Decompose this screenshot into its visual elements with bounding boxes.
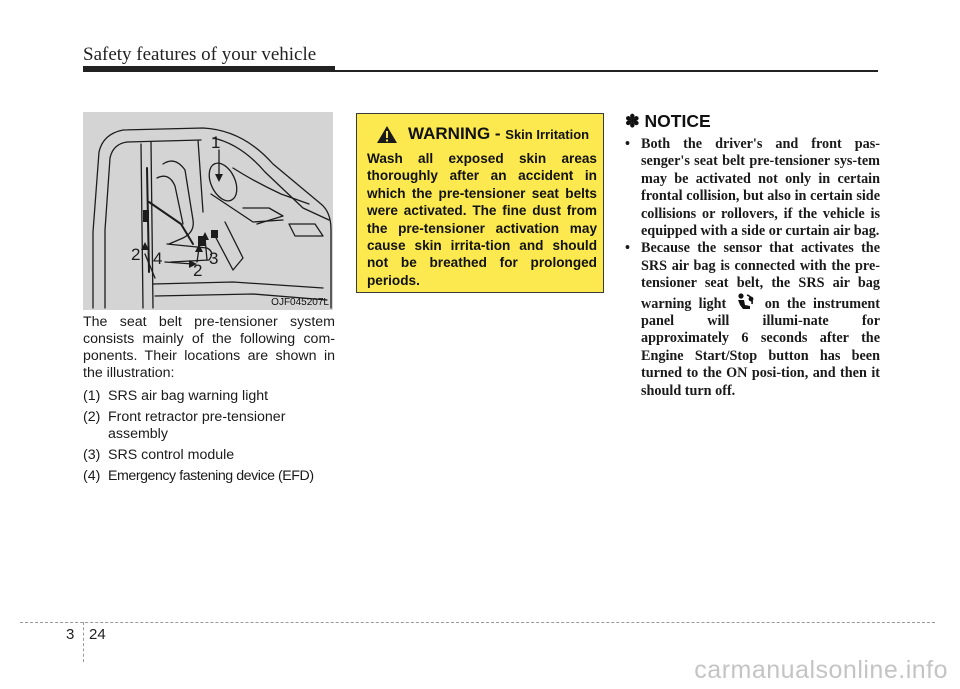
list-number: (4) [83, 468, 101, 484]
list-item [83, 447, 335, 464]
airbag-warning-icon [735, 293, 755, 311]
notice-text-after: on the instrument panel will illumi-nate for approximately 6 seconds after the Engine Start/Stop button has been turned to the ON posi-tion, and then it should turn off. [641, 295, 881, 399]
list-number: (2) [83, 409, 101, 425]
bullet-icon: • [625, 240, 630, 257]
notice-text [641, 240, 880, 400]
notice-text: Both the driver's and front pas-senger's seat belt pre-tensioner sys-tem may be activated not only in certain frontal collision, but also in certain side collisions or rollovers, if the vehicle is equipped with a side or curtain air bag. [641, 136, 880, 240]
warning-body: Wash all exposed skin areas thoroughly after an accident in which the pre-tensioner seat belts were activated. The fine dust from the pre-tensioner activation may cause skin irrita-tion and should not be breathed for prolonged periods. [367, 151, 597, 288]
seatbelt-pretensioner-illustration [83, 112, 333, 310]
intro-paragraph: The seat belt pre-tensioner system consists mainly of the following com-ponents. Their locations are shown in the illustration: [83, 314, 335, 381]
warning-triangle-icon [376, 125, 398, 144]
notice-bullet [625, 136, 880, 240]
warning-subtitle: Skin Irritation [505, 127, 590, 142]
page-header-title: Safety features of your vehicle [83, 44, 317, 65]
warning-header [357, 124, 603, 146]
bullet-icon: • [625, 136, 630, 152]
warning-box [356, 113, 604, 293]
notice-title: ✽ NOTICE [625, 111, 711, 131]
car-interior-drawing [83, 112, 333, 310]
callout-2-retractor: 2 [131, 245, 141, 264]
warning-label: WARNING - [408, 124, 506, 143]
footer-divider [83, 622, 84, 662]
figure-caption: OJF045207L [271, 297, 329, 308]
watermark: carmanualsonline.info [694, 656, 948, 684]
page-number: 24 [89, 626, 106, 643]
list-item [83, 468, 335, 485]
list-number: (3) [83, 447, 101, 463]
callout-4: 4 [153, 249, 163, 268]
chapter-number: 3 [66, 626, 75, 643]
list-item [83, 409, 335, 443]
notice-text-before: Because the sensor that activates the SRS air bag is connected with the pre-tensioner seat belt, the SRS air bag warning light [641, 240, 880, 312]
warning-title [408, 124, 589, 144]
list-label: Emergency fastening device (EFD) [108, 468, 314, 484]
list-label: SRS control module [108, 447, 235, 463]
notice-list [625, 136, 880, 400]
list-label: Front retractor pre-tensioner assembly [108, 409, 286, 442]
notice-bullet [625, 240, 880, 400]
callout-2-lower: 2 [193, 261, 203, 280]
list-number: (1) [83, 388, 101, 404]
callout-3: 3 [209, 249, 219, 268]
list-item [83, 388, 335, 405]
header-rule [83, 70, 878, 72]
components-section [83, 314, 335, 489]
list-label: SRS air bag warning light [108, 388, 269, 404]
footer-rule [20, 622, 935, 623]
callout-1: 1 [211, 133, 221, 152]
